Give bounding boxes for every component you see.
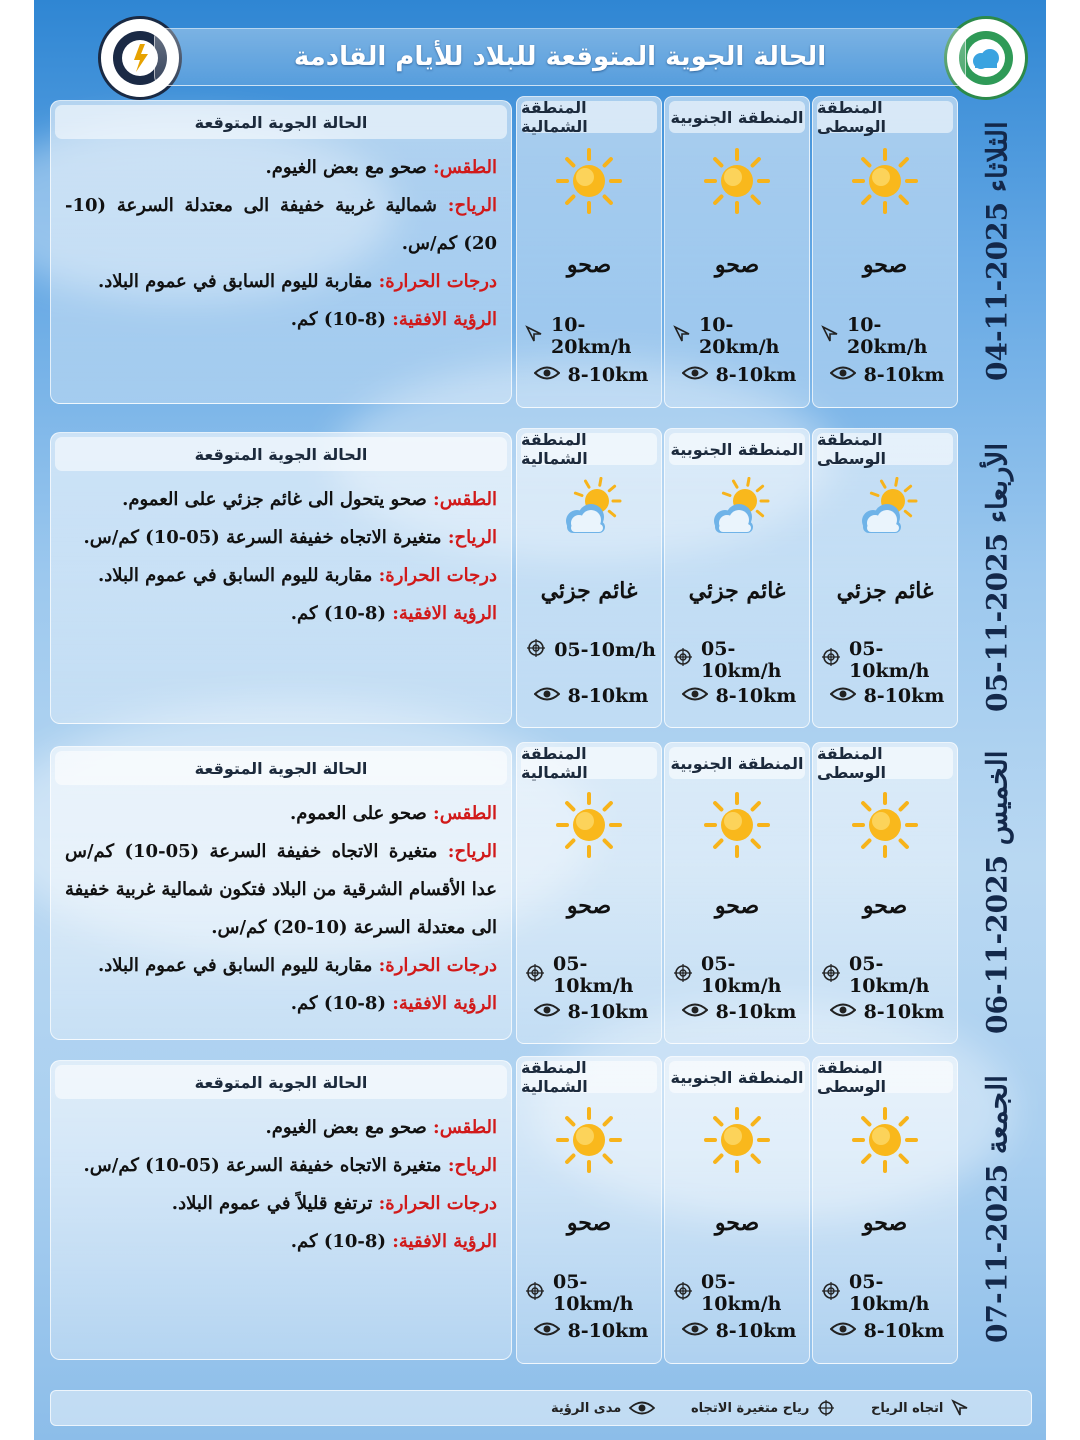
- sun-icon: [555, 1106, 623, 1174]
- visibility: [673, 685, 805, 707]
- variable-wind-icon: [817, 1399, 835, 1417]
- wind-speed-value: 05-10km/h: [553, 953, 634, 997]
- wind-text: متغيرة الاتجاه خفيفة السرعة (05-10) كم/س.: [83, 1155, 442, 1176]
- sun-icon: [555, 791, 623, 859]
- description-body: [51, 1103, 511, 1267]
- variable-wind-icon: [525, 963, 545, 988]
- visibility-value: 8-10km: [863, 363, 945, 386]
- visibility: [821, 364, 953, 386]
- region-card: [812, 742, 958, 1044]
- visibility: [525, 1001, 657, 1023]
- weather-line: [65, 1109, 497, 1147]
- wind-speed-value: 10-20km/h: [699, 314, 780, 358]
- variable-wind-icon: [821, 1281, 841, 1306]
- region-card: [516, 1056, 662, 1364]
- vis-line: [65, 985, 497, 1023]
- weather-label: الطقس:: [433, 1117, 497, 1138]
- visibility: [821, 685, 953, 707]
- wind-speed: [821, 1271, 953, 1315]
- condition-text: صحو: [862, 252, 908, 278]
- weather-text: صحو على العموم.: [290, 803, 427, 824]
- wind-speed-value: 05-10km/h: [849, 1271, 930, 1316]
- condition-text: صحو: [566, 893, 612, 919]
- weather-line: [65, 481, 497, 519]
- region-card: [812, 1056, 958, 1364]
- forecast-page: [34, 0, 1046, 1440]
- temp-line: [65, 947, 497, 985]
- vis-line: [65, 1223, 497, 1261]
- legend-variable-wind-label: رياح متغيرة الاتجاه: [691, 1400, 810, 1416]
- wind-speed-value: 05-10km/h: [701, 953, 782, 997]
- weather-text: صحو مع بعض الغيوم.: [265, 1117, 427, 1138]
- eye-icon: [534, 1001, 560, 1023]
- vis-line: [65, 595, 497, 633]
- vis-line: [65, 301, 497, 339]
- visibility-value: 8-10km: [567, 1001, 649, 1023]
- condition-text: صحو: [566, 1210, 612, 1236]
- eye-icon: [682, 1320, 708, 1342]
- description-title: الحالة الجوية المتوقعة: [55, 437, 507, 471]
- temp-label: درجات الحرارة:: [378, 565, 497, 586]
- region-card: [516, 742, 662, 1044]
- condition-text: صحو: [862, 893, 908, 919]
- variable-wind-icon: [673, 1281, 693, 1306]
- wind-speed-value: 10-20km/h: [551, 314, 632, 358]
- weather-label: الطقس:: [433, 803, 497, 824]
- variable-wind-icon: [673, 647, 693, 672]
- region-title: المنطقة الجنوبية: [669, 1061, 805, 1093]
- region-title: المنطقة الجنوبية: [669, 433, 805, 465]
- legend-bar: [50, 1390, 1032, 1426]
- wind-direction-icon: [951, 1399, 969, 1417]
- sun-icon: [555, 147, 623, 215]
- region-title: المنطقة الجنوبية: [669, 101, 805, 133]
- wind-speed-value: 05-10km/h: [553, 1271, 634, 1316]
- temp-text: مقاربة لليوم السابق في عموم البلاد.: [97, 271, 373, 292]
- temp-text: ترتفع قليلاً في عموم البلاد.: [171, 1193, 373, 1214]
- eye-icon: [830, 364, 856, 386]
- description-body: [51, 143, 511, 345]
- weather-line: [65, 795, 497, 833]
- temp-text: مقاربة لليوم السابق في عموم البلاد.: [97, 955, 373, 976]
- temp-line: [65, 263, 497, 301]
- temp-label: درجات الحرارة:: [378, 1193, 497, 1214]
- eye-icon: [830, 1320, 856, 1342]
- vis-label: الرؤية الافقية:: [392, 1231, 497, 1252]
- condition-text: صحو: [862, 1210, 908, 1236]
- eye-icon: [629, 1400, 655, 1416]
- condition-text: غائم جزئي: [836, 578, 934, 604]
- vis-text: (8-10) كم.: [290, 309, 386, 330]
- sun-icon: [851, 1106, 919, 1174]
- day-label: الأربعاء 2025-11-05: [980, 442, 1014, 712]
- wind-speed-value: 10-20km/h: [847, 314, 928, 358]
- partly-cloudy-icon: [555, 477, 623, 545]
- variable-wind-icon: [821, 647, 841, 672]
- wind-label: الرياح:: [447, 841, 497, 862]
- region-title: المنطقة الجنوبية: [669, 747, 805, 779]
- visibility: [525, 685, 657, 707]
- condition-text: صحو: [714, 893, 760, 919]
- visibility-value: 8-10km: [567, 1320, 649, 1343]
- eye-icon: [682, 364, 708, 386]
- visibility-value: 8-10km: [567, 685, 649, 708]
- wind-speed: [525, 314, 657, 358]
- wind-direction-icon: [673, 325, 691, 348]
- sun-icon: [851, 147, 919, 215]
- visibility: [525, 1320, 657, 1342]
- visibility: [673, 364, 805, 386]
- day-label: الثلاثاء 2025-11-04: [980, 121, 1014, 381]
- wind-text: متغيرة الاتجاه خفيفة السرعة (05-10) كم/س.: [83, 527, 442, 548]
- visibility: [525, 364, 657, 386]
- wind-speed-value: 05-10km/h: [849, 637, 930, 682]
- eye-icon: [534, 1320, 560, 1342]
- visibility-value: 8-10km: [715, 685, 797, 708]
- wind-direction-icon: [821, 325, 839, 348]
- eye-icon: [682, 1001, 708, 1023]
- description-title: الحالة الجوية المتوقعة: [55, 751, 507, 785]
- legend-wind-direction-label: اتجاه الرياح: [871, 1400, 944, 1416]
- eye-icon: [534, 685, 560, 707]
- description-body: [51, 789, 511, 1029]
- region-title: المنطقة الوسطى: [817, 1061, 953, 1093]
- wind-speed: [673, 1271, 805, 1315]
- region-card: [664, 1056, 810, 1364]
- wind-speed-value: 05-10km/h: [701, 1271, 782, 1316]
- forecast-description: [50, 746, 512, 1040]
- weather-label: الطقس:: [433, 489, 497, 510]
- page-title: الحالة الجوية المتوقعة للبلاد للأيام القادمة: [154, 28, 966, 86]
- condition-text: صحو: [714, 1210, 760, 1236]
- wind-line: [65, 1147, 497, 1185]
- temp-label: درجات الحرارة:: [378, 271, 497, 292]
- temp-text: مقاربة لليوم السابق في عموم البلاد.: [97, 565, 373, 586]
- wind-label: الرياح:: [447, 1155, 497, 1176]
- forecast-description: [50, 1060, 512, 1360]
- condition-text: صحو: [714, 252, 760, 278]
- temp-line: [65, 557, 497, 595]
- visibility: [821, 1320, 953, 1342]
- visibility: [673, 1001, 805, 1023]
- eye-icon: [830, 685, 856, 707]
- vis-text: (8-10) كم.: [290, 603, 386, 624]
- weather-label: الطقس:: [433, 157, 497, 178]
- vis-text: (8-10) كم.: [290, 993, 386, 1014]
- wind-speed: [673, 638, 805, 682]
- region-card: [516, 428, 662, 728]
- region-title: المنطقة الوسطى: [817, 433, 953, 465]
- visibility-value: 8-10km: [715, 1001, 797, 1023]
- visibility: [821, 1001, 953, 1023]
- partly-cloudy-icon: [851, 477, 919, 545]
- wind-speed: [525, 1271, 657, 1315]
- vis-label: الرؤية الافقية:: [392, 603, 497, 624]
- weather-text: صحو مع بعض الغيوم.: [265, 157, 427, 178]
- wind-speed-value: 05-10km/h: [849, 953, 930, 997]
- wind-speed: [673, 953, 805, 997]
- day-label: الجمعة 2025-11-07: [980, 1075, 1014, 1343]
- visibility-value: 8-10km: [863, 1001, 945, 1023]
- variable-wind-icon: [525, 1281, 545, 1306]
- legend-wind-direction: [871, 1391, 969, 1425]
- region-card: [664, 742, 810, 1044]
- weather-line: [65, 149, 497, 187]
- wind-line: [65, 833, 497, 947]
- legend-visibility-label: مدى الرؤية: [551, 1400, 622, 1416]
- region-title: المنطقة الشمالية: [521, 433, 657, 465]
- region-card: [516, 96, 662, 408]
- region-title: المنطقة الوسطى: [817, 101, 953, 133]
- forecast-description: [50, 100, 512, 404]
- weather-text: صحو يتحول الى غائم جزئي على العموم.: [122, 489, 427, 510]
- wind-speed: [821, 638, 953, 682]
- description-title: الحالة الجوية المتوقعة: [55, 105, 507, 139]
- vis-text: (8-10) كم.: [290, 1231, 386, 1252]
- region-title: المنطقة الشمالية: [521, 101, 657, 133]
- eye-icon: [534, 364, 560, 386]
- sun-icon: [703, 791, 771, 859]
- temp-label: درجات الحرارة:: [378, 955, 497, 976]
- wind-speed: [525, 638, 657, 663]
- region-card: [812, 428, 958, 728]
- day-block: [34, 96, 1046, 406]
- vis-label: الرؤية الافقية:: [392, 309, 497, 330]
- visibility-value: 8-10km: [715, 363, 797, 386]
- wind-label: الرياح:: [447, 195, 497, 216]
- visibility-value: 8-10km: [567, 363, 649, 386]
- wind-speed: [821, 314, 953, 358]
- condition-text: صحو: [566, 252, 612, 278]
- wind-speed-value: 05-10m/h: [554, 639, 656, 662]
- wind-speed: [525, 953, 657, 997]
- temp-line: [65, 1185, 497, 1223]
- region-card: [664, 96, 810, 408]
- sun-icon: [851, 791, 919, 859]
- wind-line: [65, 519, 497, 557]
- sun-icon: [703, 1106, 771, 1174]
- description-title: الحالة الجوية المتوقعة: [55, 1065, 507, 1099]
- variable-wind-icon: [821, 963, 841, 988]
- variable-wind-icon: [673, 963, 693, 988]
- region-title: المنطقة الشمالية: [521, 747, 657, 779]
- wind-speed: [821, 953, 953, 997]
- partly-cloudy-icon: [703, 477, 771, 545]
- day-block: [34, 428, 1046, 726]
- wind-text: متغيرة الاتجاه خفيفة السرعة (05-10) كم/س عدا الأقسام الشرقية من البلاد فتكون شمالية غربية خفيفة الى معتدلة السرعة (10-20) كم/س.: [65, 841, 497, 938]
- wind-text: شمالية غربية خفيفة الى معتدلة السرعة (10-20) كم/س.: [65, 195, 497, 254]
- condition-text: غائم جزئي: [540, 578, 638, 604]
- day-block: [34, 742, 1046, 1042]
- region-card: [812, 96, 958, 408]
- visibility-value: 8-10km: [863, 1320, 945, 1343]
- region-title: المنطقة الشمالية: [521, 1061, 657, 1093]
- legend-visibility: [551, 1391, 655, 1425]
- visibility-value: 8-10km: [715, 1320, 797, 1343]
- visibility: [673, 1320, 805, 1342]
- legend-variable-wind: [691, 1391, 835, 1425]
- sun-icon: [703, 147, 771, 215]
- forecast-description: [50, 432, 512, 724]
- wind-direction-icon: [525, 325, 543, 348]
- description-body: [51, 475, 511, 639]
- wind-label: الرياح:: [447, 527, 497, 548]
- region-title: المنطقة الوسطى: [817, 747, 953, 779]
- condition-text: غائم جزئي: [688, 578, 786, 604]
- visibility-value: 8-10km: [863, 685, 945, 708]
- day-block: [34, 1056, 1046, 1362]
- eye-icon: [830, 1001, 856, 1023]
- eye-icon: [682, 685, 708, 707]
- day-label: الخميس 2025-11-06: [980, 750, 1014, 1034]
- wind-line: [65, 187, 497, 263]
- wind-speed-value: 05-10km/h: [701, 637, 782, 682]
- region-card: [664, 428, 810, 728]
- vis-label: الرؤية الافقية:: [392, 993, 497, 1014]
- variable-wind-icon: [526, 638, 546, 663]
- wind-speed: [673, 314, 805, 358]
